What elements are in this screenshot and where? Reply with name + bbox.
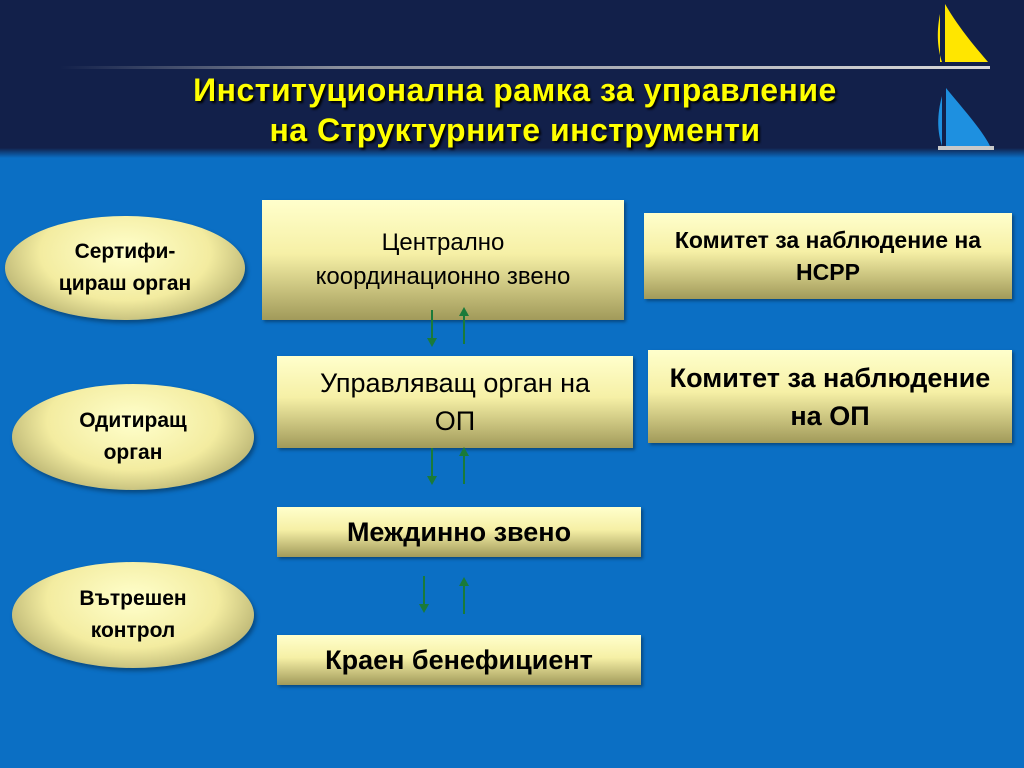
internal-control-oval xyxy=(12,562,254,668)
intermediate-body-box xyxy=(277,507,641,557)
final-beneficiary-label: Краен бенефициент xyxy=(325,644,593,675)
monitoring-committee-nsrr-line1: Комитет за наблюдение на xyxy=(674,227,982,253)
title-line-1: Институционална рамка за управление xyxy=(193,72,837,108)
monitoring-committee-op-line2: на ОП xyxy=(790,400,870,431)
central-coordination-line1: Централно xyxy=(381,229,505,256)
arrow-up-icon xyxy=(458,306,470,344)
intermediate-body-label: Междинно звено xyxy=(346,516,572,547)
central-coordination-line2: координационно звено xyxy=(315,263,571,290)
certifying-authority-line1: Сертифи- xyxy=(74,240,176,263)
monitoring-committee-op-line1: Комитет за наблюдение xyxy=(669,362,991,393)
monitoring-committee-op-box xyxy=(648,350,1012,443)
sailboat-logo-icon xyxy=(930,0,1000,158)
arrow-down-icon xyxy=(426,310,438,348)
central-coordination-unit-box xyxy=(262,200,624,320)
internal-control-line1: Вътрешен xyxy=(79,587,187,610)
managing-authority-line1: Управляващ орган на xyxy=(319,368,591,398)
audit-authority-line2: орган xyxy=(103,441,163,464)
audit-authority-line1: Одитиращ xyxy=(79,409,187,432)
audit-authority-oval xyxy=(12,384,254,490)
arrow-up-icon xyxy=(458,446,470,484)
monitoring-committee-nsrr-line2: НСРР xyxy=(796,259,860,285)
header-divider xyxy=(60,66,990,69)
monitoring-committee-nsrr-box xyxy=(644,213,1012,299)
certifying-authority-oval xyxy=(5,216,245,320)
internal-control-line2: контрол xyxy=(90,619,176,642)
managing-authority-box xyxy=(277,356,633,448)
certifying-authority-line2: цираш орган xyxy=(58,272,192,295)
arrow-down-icon xyxy=(426,448,438,486)
final-beneficiary-box xyxy=(277,635,641,685)
slide-title xyxy=(60,70,970,150)
arrow-down-icon xyxy=(418,576,430,614)
arrow-up-icon xyxy=(458,576,470,614)
managing-authority-line2: ОП xyxy=(434,406,476,436)
title-line-2: на Структурните инструменти xyxy=(269,112,761,148)
